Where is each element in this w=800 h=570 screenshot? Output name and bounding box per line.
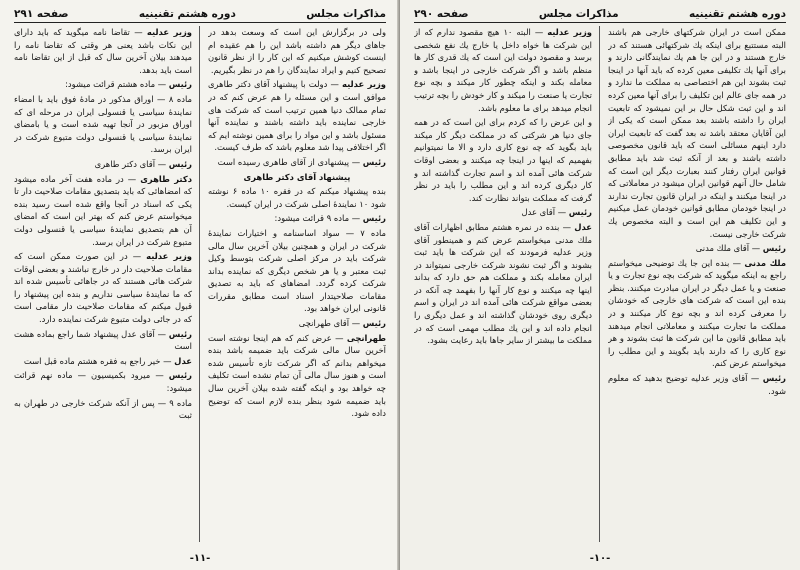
paragraph [608, 26, 786, 240]
paragraph-text: ماده ۷ — سواد اساسنامه و اختیارات نمایندۀ شرکت در ایران و همچنین بیلان آخرین سال مالی شرکت باید در مرکز اصلی شرکت بتوسط وکیل ثبت معتبر و یا هر شخص دیگری که نماینده بداند شرکت کرده گردد. امضاهای که باید به تصدیق مقامات صلاحیتدار اسناد است مطابق مقررات قانونی ایران خواهد بود. [208, 227, 386, 314]
paragraph-text: بنده این جا یك توضیحی میخواستم راجع به اینکه میگوید که شرکت بچه نوع تجارت و یا صنعت و یا عمل دیگر در ایران مبادرت میکنند. بنظر بنده این است که شرکت های خارجی که خودشان را معرفی کرده اند و بچه نوع کار میکنند و در مملکت ما تجارت میکنند و معاملاتی انجام میدهند باید مطابق قانون ما این شرکت ها ثبت بشوند و هر نوع کاری را که دارند باید بگویند و این مطلب را میخواستم عرض کنم. [608, 257, 786, 369]
header-title: مذاکرات مجلس [538, 8, 619, 20]
paragraph [208, 26, 386, 76]
speaker-name: دکتر طاهری [140, 173, 192, 184]
speaker-separator: — [327, 79, 343, 90]
paragraph-text: ماده هشتم قرائت میشود: [65, 79, 156, 90]
page-footer-number: -۱۰- [589, 553, 611, 564]
paragraph-text: ماده ۹ قرائت میشود: [274, 213, 350, 224]
paragraph [208, 332, 386, 420]
column-divider [199, 26, 200, 542]
speaker-separator: — [150, 370, 169, 381]
paragraph [208, 317, 386, 330]
paragraph [414, 221, 592, 347]
paragraph-text: ولی در برگزارش این است که وسعت بدهد در جاهای دیگر هم داشته باشد این را هم عقیده ام اینست کوشش میکنیم که این کار را از نظر قانون تصحیح کنیم و ایراد نمایندگان را هم در نظر بگیریم. [208, 27, 386, 75]
speaker-name: وزیر عدلیه [146, 27, 192, 37]
paragraph-text: عرض کنم که هم اینجا نوشته است آخرین سال مالی شرکت باید ضمیمه باشد بنده میخواهم بدانم که اگر شرکت تازه تأسیس شده است و هنوز سال مالی آن تمام نشده است تکلیف چه خواهد بود و اینکه گفته شده بیلان آخرین سال باید ضمیمه شود بنظر بنده لازم است که توضیح داده شود. [208, 332, 386, 419]
speaker-name: عدل [574, 221, 592, 232]
text-column-right [608, 26, 786, 542]
page-right [400, 0, 800, 570]
speaker-name: رئیس [362, 156, 386, 167]
speaker-name: وزیر عدلیه [342, 79, 386, 90]
paragraph [414, 26, 592, 114]
paragraph-text: ماده ۸ — اوراق مذکور در مادۀ فوق باید با امضاء نمایندۀ سیاسی یا قنسولی ایران در مرحله ای که اوراق مزبور در آنجا تهیه شده است و یا بامضای نمایندۀ سیاسی یا قنسولی دولت متبوع شرکت در ایران برسد. [14, 93, 192, 155]
speaker-separator: — [729, 257, 745, 268]
paragraph-text: بنده پیشنهاد میکنم که در فقره ۱۰ ماده ۶ نوشته شود ۱۰ نمایندۀ اصلی شرکت در ایران کیست. [208, 186, 386, 209]
paragraph-text: میرود بکمیسیون — ماده نهم قرائت میشود: [14, 370, 192, 394]
paragraph-text: آقای عدل پیشنهاد شما راجع بماده هشت است [14, 328, 192, 352]
speaker-name: ملك مدنی [744, 257, 786, 268]
speaker-name: رئیس [168, 79, 192, 90]
speaker-separator: — [349, 213, 363, 224]
text-column-left [14, 26, 192, 542]
speaker-name: رئیس [568, 207, 592, 218]
page-footer-number: -۱۱- [189, 553, 211, 564]
speaker-name: طهرانچی [346, 332, 386, 343]
paragraph-text: ماده ۹ — پس از آنکه شرکت خارجی در طهران به ثبت [14, 397, 192, 421]
paragraph [208, 185, 386, 210]
paragraph-text: آقای دکتر طاهری [94, 158, 156, 169]
paragraph-text: آقای ملك مدنی [695, 243, 750, 254]
paragraph [208, 78, 386, 154]
speaker-separator: — [331, 332, 347, 343]
speaker-name: رئیس [362, 213, 386, 224]
header-page-number: صفحه ۲۹۱ [14, 8, 69, 20]
speaker-separator: — [747, 373, 763, 384]
speaker-name: رئیس [362, 318, 386, 329]
speaker-name: وزیر عدلیه [547, 27, 592, 37]
paragraph [14, 158, 192, 171]
paragraph [608, 257, 786, 370]
text-column-left [414, 26, 592, 542]
paragraph [208, 227, 386, 315]
paragraph-text: در این صورت ممکن است که مقامات صلاحیت دار در خارج نباشند و بعضی اوقات شرکت هائی هستند که در جاهائی تأسیس شده اند که ما نمایندۀ سیاسی نداریم و بنده این پیشنهاد را قبول میکنم که مقامات صلاحیت دار مقامی است که در جائی دولت متبوع شرکت نماینده دارد. [14, 251, 192, 325]
speaker-separator: — [129, 27, 147, 37]
header-rule [14, 22, 386, 23]
speaker-name: رئیس [168, 158, 192, 169]
paragraph [208, 156, 386, 169]
text-column-right [208, 26, 386, 542]
paragraph-text: ممکن است در ایران شرکتهای خارجی هم باشند البته مستتبع برای اینکه یك شرکتهائی هستند که در خارج هستند و در این جا هم یك نمایندگانی دارند و برای آنها یك تکلیفی معین کرده که باید آنها در اینجا ثبت بشوند این هم اختصاصی به مملکت ما ندارد و در همه جای عالم این تکلیف را برای آنها معین کرده اند و این ثبت شکل حال بر این نمیشود که تابعیت ایران را داشته باشند بعد ممکن است که یکی از این آقایان معتقد باشد نه بعد گفت که تابعیت ایران دارد اینهم مسائلی است که باید قانون مخصوصی داشته باشند و بعد از آنکه ثبت شد باید مطابق قوانین ایران رفتار کنند بعبارت دیگر این است که شامل حال آنهم قوانین ایران میشود در معاملاتی که در اینجا میکنند و اینکه در ایران قانون تجارت ندارند در اینجا خودمان مطابق قوانین خودمان عمل میکنیم و این تکلیف هم این است و البته مخصوص یك شرکت خارجی نیست. [608, 27, 786, 239]
speaker-name: عدل [174, 355, 192, 366]
speaker-separator: — [555, 207, 569, 218]
paragraph-text: آقای وزیر عدلیه توضیح بدهید که معلوم شود. [608, 373, 786, 396]
speaker-separator: — [155, 158, 169, 169]
paragraph-text: البته ۱۰ هیچ مقصود ندارم که از این شرکت ها خواه داخل یا خارج یك نفع شخصی برسد و مقصود دولت این است که یك قدری کار ها منظم باشد و اگر شرکت خارجی در اینجا باشد و معامله بکند و اینکه چطور کار میکند و بچه نوع تجارت یا صنعت را میکند و کار خودش را بچه ترتیب انجام میدهد برای ما معلوم باشد. [414, 27, 592, 113]
header-title: مذاکرات مجلس [306, 8, 386, 20]
speaker-separator: — [123, 173, 141, 184]
paragraph [608, 242, 786, 255]
speaker-separator: — [154, 328, 169, 339]
paragraph-text: و این عرض را که کردم برای این است که در همه جای دنیا هر شرکتی که در مملکت دیگر کار میکند باید بگوید که چه نوع کاری دارد و الا ما نمیتوانیم بفهمیم که اینها در اینجا چه میکنند و بعضی اوقات شرکت هائی آمده اند و اسم تجارت گذاشته اند و کار دیگری کرده اند و این مطلب را باید در نظر گرفت که مملکت بتواند نظارت کند. [414, 117, 592, 203]
speaker-separator: — [349, 318, 363, 329]
header-page-number: صفحه ۲۹۰ [414, 8, 469, 20]
speaker-separator: — [559, 221, 575, 232]
speaker-separator: — [349, 156, 363, 167]
paragraph [208, 212, 386, 225]
speaker-separator: — [530, 27, 548, 37]
paragraph [414, 206, 592, 219]
speaker-separator: — [749, 243, 763, 254]
paragraph [14, 355, 192, 368]
paragraph-text: بنده در نمره هشتم مطابق اظهارات آقای ملك مدنی میخواستم عرض کنم و همینطور آقای وزیر عدلیه فرمودند که این شرکت ها باید ثبت بشوند و اگر ثبت نشوند شرکت خارجی نمیتواند در ایران معامله بکند و مملکت هم حق دارد که بداند اینها چه میکنند و نوع کار آنها را بفهمد چه آنکه در بعضی مواقع شرکت هائی آمده اند در ایران و اسم دیگری روی خودشان گذاشته اند و عمل دیگری را انجام داده اند و این یك مطلب مهمی است که در مملکت ما بیشتر از سایر جاها باید رعایت بشود. [414, 221, 592, 346]
header-rule [414, 22, 786, 23]
speaker-name: رئیس [762, 373, 786, 384]
speaker-name: رئیس [168, 328, 192, 339]
column-divider [599, 26, 600, 542]
proposal-heading: پیشنهاد آقای دکتر طاهری [243, 171, 351, 182]
page-header-left [14, 6, 386, 22]
paragraph [414, 116, 592, 204]
paragraph [14, 26, 192, 76]
speaker-separator: — [155, 79, 169, 90]
speaker-separator: — [160, 355, 175, 366]
header-session: دوره هشتم تقنینیه [689, 8, 786, 20]
paragraph-text: خیر راجع به فقره هشتم ماده قبل است [23, 355, 161, 366]
header-session: دوره هشتم تقنینیه [138, 8, 236, 20]
paragraph [14, 397, 192, 422]
paragraph-text: پیشنهادی از آقای طاهری رسیده است [217, 156, 350, 167]
speaker-name: وزیر عدلیه [146, 251, 192, 262]
paragraph [14, 93, 192, 156]
paragraph [608, 372, 786, 397]
speaker-separator: — [127, 251, 147, 262]
speaker-name: رئیس [168, 370, 192, 381]
paragraph [14, 369, 192, 394]
paragraph-text: آقای طهرانچی [298, 318, 350, 329]
paragraph-text: در ماده هفت آخر ماده میشود که امضاهائی که باید بتصدیق مقامات صلاحیت دار تا یکی که اسناد در آنجا واقع شده است رسید بنده میخواستم عرض کنم که بهتر این است که امضای آن هم بتصدیق نمایندۀ سیاسی یا قنسولی دولت متبوع شرکت در ایران برسد. [14, 173, 192, 247]
paragraph [14, 250, 192, 326]
page-header-right [414, 6, 786, 22]
paragraph [14, 328, 192, 353]
paragraph-text: تقاضا نامه میگوید که باید دارای این نکات باشد یعنی هر وقتی که تقاضا نامه را میدهند بیلان آخرین سال که قبل از این تقاضا نامه است باید بدهد. [14, 27, 192, 75]
paragraph-text: دولت با پیشنهاد آقای دکتر طاهری موافق است و این مسئله را هم عرض کنم که در تمام ممالک دنیا همین ترتیب است که شرکت های خارجی نماینده باید داشته باشند و نماینده آنها مسئول باشد و این مواد را برای همین نوشته ایم که اگر اختلافی پیدا شد معلوم باشد که طرف کیست. [208, 79, 386, 153]
speaker-name: رئیس [762, 243, 786, 254]
paragraph-text: آقای عدل [521, 207, 556, 218]
paragraph [14, 173, 192, 249]
paragraph [14, 78, 192, 91]
